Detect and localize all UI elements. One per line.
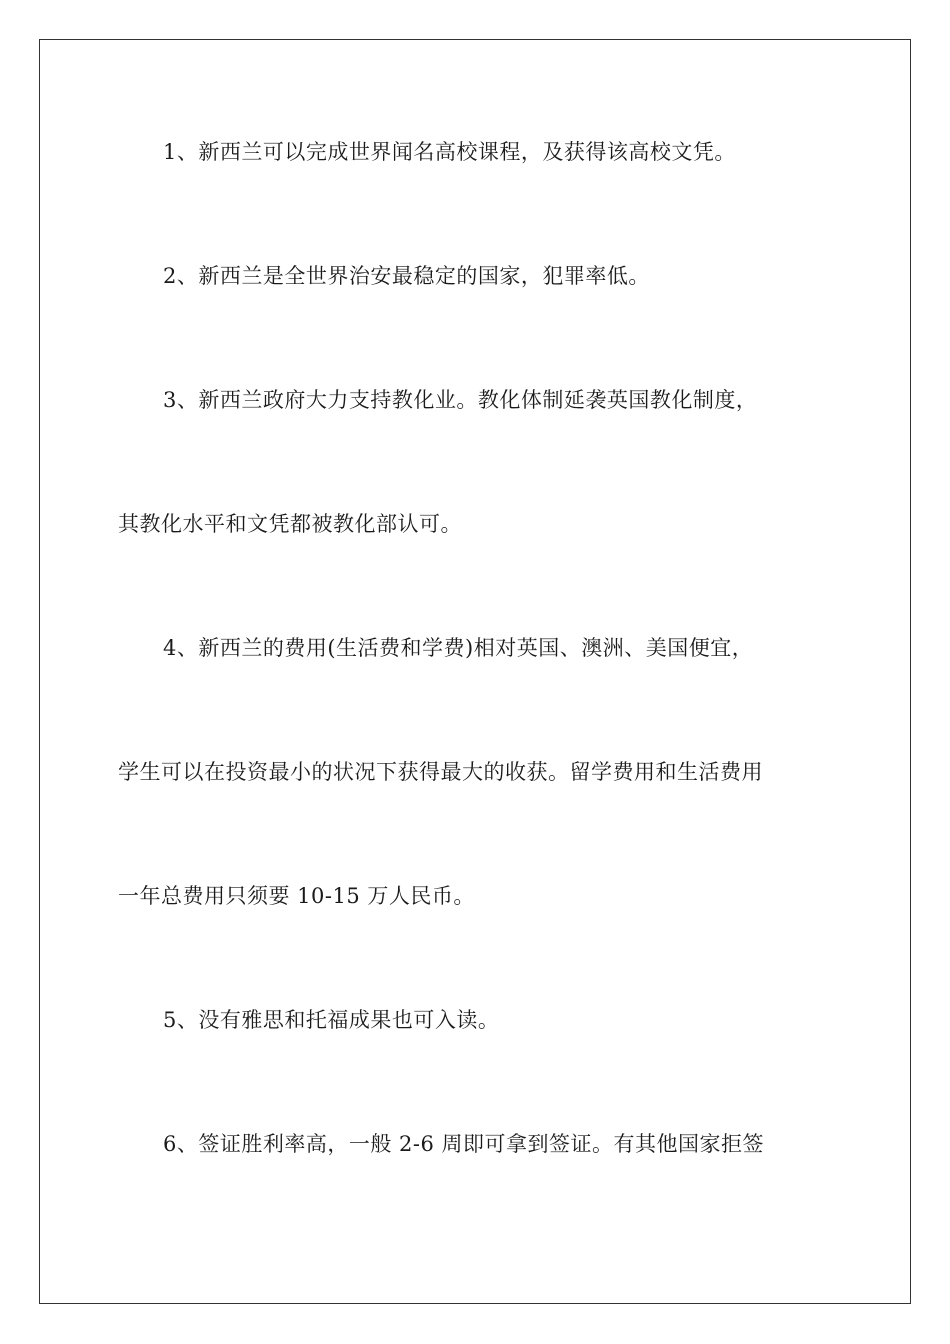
paragraph-item-4: 4、新西兰的费用(生活费和学费)相对英国、澳洲、美国便宜， [163,636,754,660]
paragraph-item-4-continued-2: 一年总费用只须要 10-15 万人民币。 [118,884,475,908]
paragraph-item-3: 3、新西兰政府大力支持教化业。教化体制延袭英国教化制度， [163,388,758,412]
paragraph-item-6: 6、签证胜利率高，一般 2-6 周即可拿到签证。有其他国家拒签 [163,1132,765,1156]
page-border [39,39,911,1304]
paragraph-item-3-continued: 其教化水平和文凭都被教化部认可。 [118,512,462,536]
paragraph-item-5: 5、没有雅思和托福成果也可入读。 [163,1008,500,1032]
paragraph-item-4-continued: 学生可以在投资最小的状况下获得最大的收获。留学费用和生活费用 [118,760,763,784]
paragraph-item-1: 1、新西兰可以完成世界闻名高校课程，及获得该高校文凭。 [163,140,736,164]
paragraph-item-2: 2、新西兰是全世界治安最稳定的国家，犯罪率低。 [163,264,650,288]
